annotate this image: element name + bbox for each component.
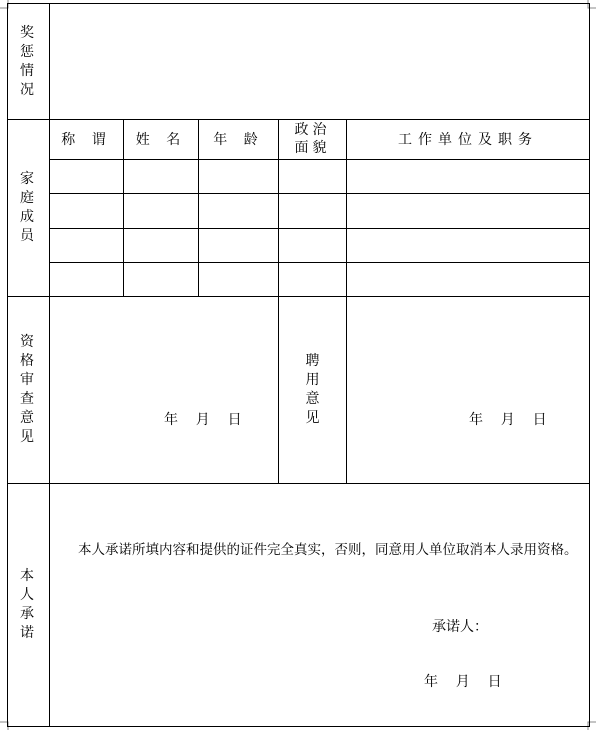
pledge-date: 年 月 日 xyxy=(424,674,502,690)
family-row-1[interactable] xyxy=(50,160,589,193)
family-row-4[interactable] xyxy=(50,263,589,296)
header-age: 年 龄 xyxy=(213,131,264,148)
header-name: 姓 名 xyxy=(135,131,187,148)
table-border-bottom xyxy=(7,726,589,727)
family-row-2[interactable] xyxy=(50,194,589,228)
header-political-line1: 政治 xyxy=(294,122,331,138)
pledge-signer-label: 承诺人： xyxy=(432,619,488,635)
header-political-line2: 面貌 xyxy=(294,140,331,156)
row-divider-review xyxy=(7,483,589,484)
hiring-label: 聘用意见 xyxy=(305,353,320,426)
qualification-label-cell xyxy=(7,297,47,483)
pledge-label-cell xyxy=(7,484,47,726)
hiring-label-cell xyxy=(279,297,346,483)
header-employer-position: 工作单位及职务 xyxy=(398,131,538,148)
pledge-statement: 本人承诺所填内容和提供的证件完全真实，否则，同意用人单位取消本人录用资格。 xyxy=(78,542,578,558)
pledge-label: 本人承诺 xyxy=(20,568,34,641)
header-political-status xyxy=(279,121,346,159)
qualification-date: 年 月 日 xyxy=(164,412,242,428)
rewards-label-cell xyxy=(7,4,47,119)
family-label: 家庭成员 xyxy=(20,171,34,244)
table-border-right xyxy=(589,3,590,727)
family-row-3[interactable] xyxy=(50,229,589,262)
qualification-label: 资格审查意见 xyxy=(20,334,34,445)
family-label-cell xyxy=(7,120,47,296)
hiring-date: 年 月 日 xyxy=(469,412,547,428)
rewards-label: 奖惩情况 xyxy=(20,24,34,98)
header-relation: 称 谓 xyxy=(61,131,112,148)
rewards-content[interactable] xyxy=(50,4,589,119)
